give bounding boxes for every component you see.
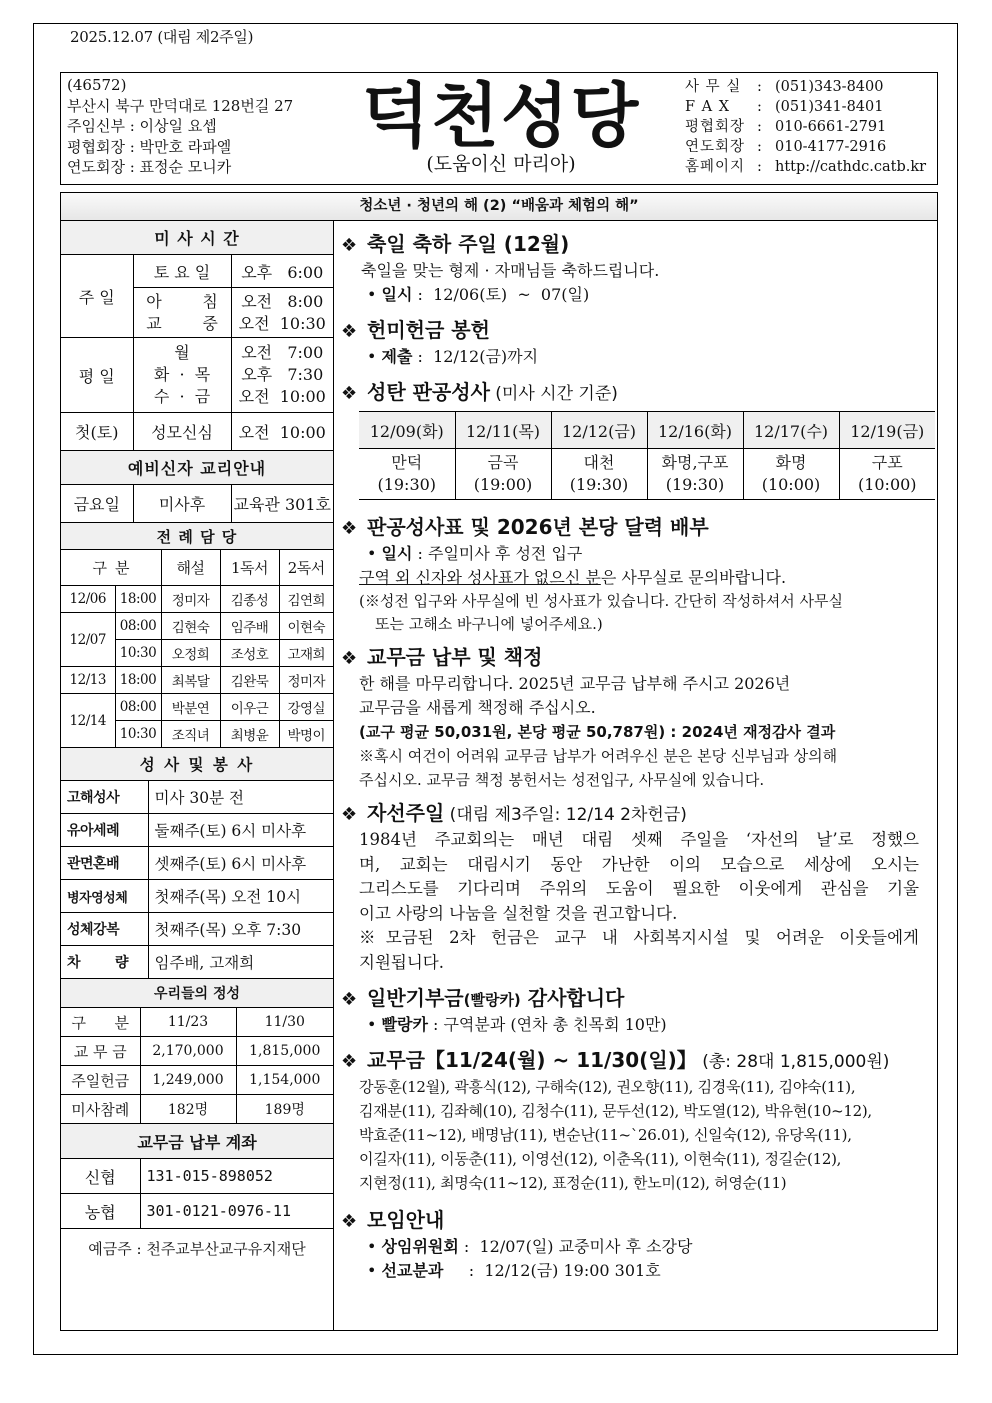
pastor: 주임신부 : 이상일 요셉 <box>67 117 217 135</box>
section-donations: ❖ 일반기부금(빨랑카) 감사합니다 • 빨랑카 : 구역분과 (연차 총 친목회 10만) <box>341 985 931 1037</box>
sunday-day: 아 침 <box>146 291 218 311</box>
section-title: 성탄 판공성사 <box>367 380 490 404</box>
mass-times-table <box>61 221 333 523</box>
contributor-line: 강동훈(12월), 곽흥식(12), 구해숙(12), 권오향(11), 김경욱(11), 김야숙(11), <box>359 1078 856 1096</box>
weekday-time: 오전 7:00 <box>241 343 324 362</box>
bullet-item: • 상임위원회 : 12/07(일) 교중미사 후 소강당 <box>367 1237 693 1256</box>
section-title: 판공성사표 및 2026년 본당 달력 배부 <box>367 515 709 539</box>
schedule-cell: 화명,구포 (19:30) <box>647 449 743 500</box>
section-title: 모임안내 <box>367 1208 445 1232</box>
table-row <box>61 1159 333 1194</box>
table-row: 12/06 18:00 정미자 김종성 김연희 <box>61 586 333 613</box>
contributor-line: 박효준(11~12), 배명남(11), 변순난(11~`26.01), 신일숙(12), 유당옥(11), <box>359 1126 852 1144</box>
section-dues-list: ❖ 교무금【11/24(월) ~ 11/30(일)】 (총: 28대 1,815,000원) 강동훈(12월), 곽흥식(12), 구해숙(12), 권오향(11), 김경욱(11), 김야숙(11), 김재분(11), 김좌혜(10), 김청수(11), 문두선(12), 박도열(12), 박유현(10~12), 박효준(11~12), 배명남(11), 변순난(11~`26.01), 신일숙(12), 유당옥(11), 이길자(11), 이동춘(11), 이영선(12), 이춘옥(11), 이현숙(11), 정길순(12), 지현정(11), 최명숙(11~12), 표정순(11), 한노미(12), 허영순(11) <box>341 1047 931 1195</box>
contact-homepage: 홈페이지 : http://cathdc.catb.kr <box>685 159 927 175</box>
contact-fax: F A X : (051)341-8401 <box>685 99 884 115</box>
contact-list <box>685 77 926 177</box>
schedule-cell: 만덕 (19:30) <box>359 449 455 500</box>
first-sat-time: 오전 10:00 <box>231 413 333 451</box>
catechumen-day: 금요일 <box>61 485 133 523</box>
schedule-cell: 구포 (10:00) <box>839 449 935 500</box>
bank-name: 농협 <box>61 1194 140 1229</box>
weekday-time: 오후 7:30 <box>241 365 324 384</box>
schedule-cell: 대천 (19:30) <box>551 449 647 500</box>
accounts-table <box>61 1124 333 1269</box>
table-row: 미사참례 182명 189명 <box>61 1095 333 1124</box>
liturgy-title: 전 례 담 당 <box>61 523 333 550</box>
account-holder: 예금주 : 천주교부산교구유지재단 <box>61 1229 333 1269</box>
contributor-line: 이길자(11), 이동춘(11), 이영선(12), 이춘옥(11), 이현숙(11), 정길순(12), <box>359 1150 842 1168</box>
table-row: 교 무 금 2,170,000 1,815,000 <box>61 1037 333 1066</box>
section-meetings <box>341 1207 931 1283</box>
catechumen-title: 예비신자 교리안내 <box>61 451 333 485</box>
sacraments-title: 성 사 및 봉 사 <box>61 748 333 781</box>
bank-name: 신협 <box>61 1159 140 1194</box>
table-row: 차 량 임주배, 고재희 <box>61 946 333 979</box>
main-content <box>60 220 938 1331</box>
diamond-bullet-icon: ❖ <box>341 1211 358 1232</box>
fax-number: (051)341-8401 <box>775 99 884 115</box>
left-column <box>61 221 334 1330</box>
sunday-day: 교 중 <box>146 313 218 333</box>
mass-times-title: 미 사 시 간 <box>61 221 333 255</box>
offerings-title: 우리들의 정성 <box>61 979 333 1008</box>
liturgy-header: 1독서 <box>220 550 279 586</box>
section-feast-day: ❖ 축일 축하 주일 (12월) 축일을 맞는 형제 · 자매님들 축하드립니다. • 일시 : 12/06(토) ~ 07(일) <box>341 231 931 307</box>
account-number: 131-015-898052 <box>140 1159 333 1194</box>
table-row: 10:30 조직녀 최병윤 박명이 <box>61 721 333 748</box>
section-title: 일반기부금 <box>367 986 464 1010</box>
council-phone: 010-6661-2791 <box>775 119 887 135</box>
weekday-day: 월 <box>174 343 190 362</box>
section-title: 자선주일 <box>367 801 445 825</box>
section-parish-dues: ❖ 교무금 납부 및 책정 한 해를 마무리합니다. 2025년 교무금 납부해 주시고 2026년 교무금을 새롭게 책정해 주십시오. (교구 평균 50,031원, 본당 평균 50,787원) : 2024년 재정감사 결과 ※혹시 여건이 어려워 교무금 납부가 어려우신 분은 본당 신부님과 상의해 주십시오. 교무금 책정 봉헌서는 성전입구, 사무실에 있습니다. <box>341 645 838 789</box>
senior-phone: 010-4177-2916 <box>775 139 887 155</box>
table-row: 성체강복 첫째주(목) 오후 7:30 <box>61 913 333 946</box>
first-sat-label: 첫(토) <box>61 413 133 451</box>
diamond-bullet-icon: ❖ <box>341 235 358 256</box>
bullet-item: • 일시 : 12/06(토) ~ 07(일) <box>367 285 590 304</box>
catechumen-when: 미사후 <box>133 485 231 523</box>
section-title: 축일 축하 주일 (12월) <box>367 232 570 256</box>
contact-council: 평협회장 : 010-6661-2791 <box>685 119 887 135</box>
table-row: 구 분 11/23 11/30 <box>61 1008 333 1037</box>
table-row: 12/07 08:00 김현숙 임주배 이현숙 <box>61 613 333 640</box>
homepage-link[interactable]: http://cathdc.catb.kr <box>775 159 927 175</box>
table-row: 12/13 18:00 최복달 김완묵 정미자 <box>61 667 333 694</box>
weekday-day: 화 · 목 <box>153 365 211 384</box>
sunday-time: 오전 10:30 <box>238 313 326 333</box>
sunday-time: 오후 6:00 <box>231 255 333 288</box>
header-box <box>60 72 938 185</box>
section-confession: ❖ 성탄 판공성사 (미사 시간 기준) 12/09(화) 12/11(목) 12/12(금) 12/16(화) 12/17(수) 12/19(금) 만덕 (19:30) 금곡 (19:00) 대천 (19:30) 화명,구포 (19:30) 화명 (10:00) 구포 (10:00) <box>341 379 931 500</box>
diamond-bullet-icon: ❖ <box>341 804 358 825</box>
table-row: 병자영성체 첫째주(목) 오전 10시 <box>61 880 333 913</box>
address: 부산시 북구 만덕대로 128번길 27 <box>67 96 294 115</box>
bullet-item: • 선교분과 : 12/12(금) 19:00 301호 <box>367 1261 661 1280</box>
liturgy-header: 구 분 <box>61 550 161 586</box>
catechumen-place: 교육관 301호 <box>231 485 333 523</box>
church-name: 덕천성당 <box>361 75 641 157</box>
masthead <box>361 77 641 175</box>
bullet-item: • 제출 : 12/12(금)까지 <box>367 347 539 366</box>
diamond-bullet-icon: ❖ <box>341 648 358 669</box>
senior-president: 연도회장 : 표정순 모니카 <box>67 158 232 176</box>
offerings-table <box>61 979 333 1124</box>
table-row: 주일헌금 1,249,000 1,154,000 <box>61 1066 333 1095</box>
section-title: 교무금【11/24(월) ~ 11/30(일)】 <box>367 1048 697 1072</box>
liturgy-header: 해설 <box>161 550 220 586</box>
liturgy-header: 2독서 <box>279 550 333 586</box>
section-charity-sunday: ❖ 자선주일 (대림 제3주일: 12/14 2차헌금) 1984년 주교회의는 매년 대림 셋째 주일을 ‘자선의 날’로 정했으 며, 교회는 대림시기 동안 가난한 이의 모습으로 세상에 오시는 그리스도를 기다리며 주위의 도움이 필요한 이웃에게 관심을 기울 이고 사랑의 나눔을 실천할 것을 권고합니다. ※모금된 2차 헌금은 교구 내 사회복지시설 및 어려운 이웃들에게 지원됩니다. <box>341 801 919 972</box>
table-row: 유아세례 둘째주(토) 6시 미사후 <box>61 814 333 847</box>
contact-office: 사 무 실 : (051)343-8400 <box>685 79 884 95</box>
account-number: 301-0121-0976-11 <box>140 1194 333 1229</box>
table-row: 관면혼배 셋째주(토) 6시 미사후 <box>61 847 333 880</box>
table-row <box>61 1194 333 1229</box>
contributor-line: 지현정(11), 최명숙(11~12), 표정순(11), 한노미(12), 허영순(11) <box>359 1174 787 1192</box>
council-president: 평협회장 : 박만호 라파엘 <box>67 137 232 156</box>
bulletin-date: 2025.12.07 (대림 제2주일) <box>70 28 254 46</box>
liturgy-table <box>61 523 333 748</box>
sunday-day: 토 요 일 <box>133 255 231 288</box>
weekday-label: 평 일 <box>61 338 133 413</box>
bullet-item: • 일시 : 주일미사 후 성전 입구 <box>367 544 583 563</box>
diamond-bullet-icon: ❖ <box>341 321 358 342</box>
accounts-title: 교무금 납부 계좌 <box>61 1124 333 1159</box>
section-rice-offering <box>341 317 931 369</box>
right-column <box>341 221 931 1283</box>
section-title: 헌미헌금 봉헌 <box>367 318 490 342</box>
schedule-cell: 금곡 (19:00) <box>455 449 551 500</box>
diamond-bullet-icon: ❖ <box>341 383 358 404</box>
table-row: 10:30 오정희 조성호 고재희 <box>61 640 333 667</box>
section-title: 교무금 납부 및 책정 <box>367 645 543 669</box>
weekday-day: 수 · 금 <box>153 387 211 406</box>
diamond-bullet-icon: ❖ <box>341 1051 358 1072</box>
bullet-item: • 빨랑카 : 구역분과 (연차 총 친목회 10만) <box>367 1015 667 1034</box>
table-row: 12/14 08:00 박분연 이우근 강영실 <box>61 694 333 721</box>
section-calendar-distribution: ❖ 판공성사표 및 2026년 본당 달력 배부 • 일시 : 주일미사 후 성전 입구 구역 외 신자와 성사표가 없으신 분은 사무실로 문의바랍니다. (※성전 입구와 사무실에 빈 성사표가 있습니다. 간단히 작성하셔서 사무실 또는 고해소 바구니에 넣어주세요.) <box>341 514 931 636</box>
church-info <box>67 75 293 178</box>
theme-banner: 청소년 · 청년의 해 (2) “배움과 체험의 해” <box>60 192 938 221</box>
contributor-line: 김재분(11), 김좌혜(10), 김청수(11), 문두선(12), 박도열(12), 박유현(10~12), <box>359 1102 872 1120</box>
sunday-time: 오전 8:00 <box>241 291 324 311</box>
first-sat-day: 성모신심 <box>133 413 231 451</box>
contact-senior: 연도회장 : 010-4177-2916 <box>685 139 887 155</box>
weekday-time: 오전 10:00 <box>238 387 326 406</box>
postal-code: (46572) <box>67 76 127 94</box>
diamond-bullet-icon: ❖ <box>341 989 358 1010</box>
sunday-label: 주 일 <box>61 255 133 338</box>
table-row: 고해성사 미사 30분 전 <box>61 781 333 814</box>
office-phone: (051)343-8400 <box>775 79 884 95</box>
diamond-bullet-icon: ❖ <box>341 518 358 539</box>
patron-saint: (도움이신 마리아) <box>426 153 576 175</box>
schedule-cell: 화명 (10:00) <box>743 449 839 500</box>
sacraments-table <box>61 748 333 979</box>
confession-schedule-table: 12/09(화) 12/11(목) 12/12(금) 12/16(화) 12/17(수) 12/19(금) 만덕 (19:30) 금곡 (19:00) 대천 (19:30) 화명,구포 (19:30) 화명 (10:00) 구포 (10:00) <box>359 411 935 500</box>
